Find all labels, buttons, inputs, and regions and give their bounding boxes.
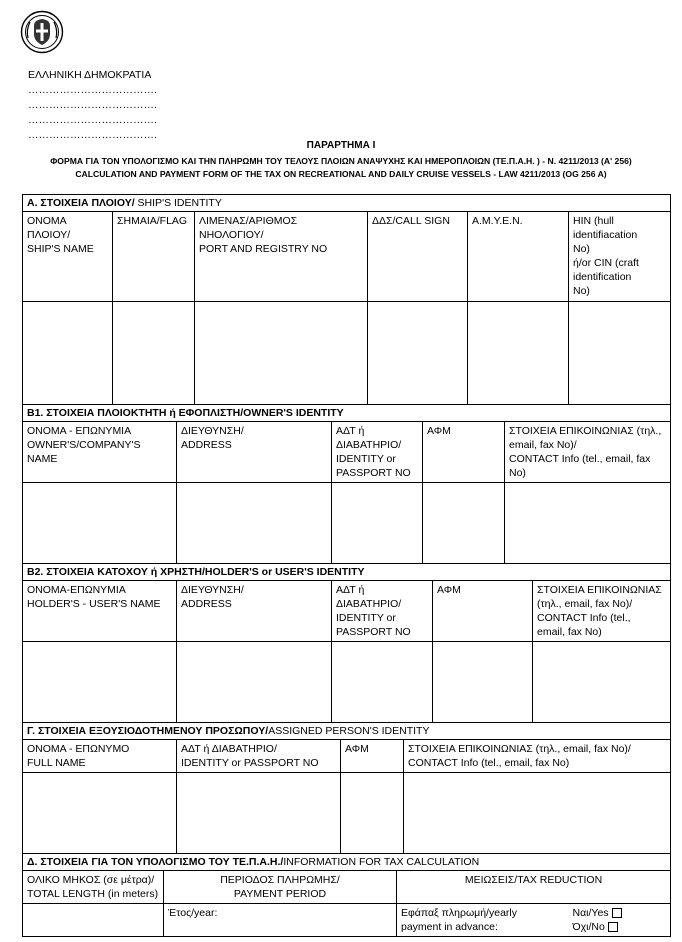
- holder-address-header: ΔΙΕΥΘΥΝΣΗ/ ADDRESS: [177, 581, 332, 642]
- assigned-id-header: ΑΔΤ ή ΔΙΑΒΑΤΗΡΙΟ/ IDENTITY or PASSPORT NO: [177, 740, 341, 773]
- assigned-id-field[interactable]: [177, 773, 341, 854]
- holder-contact-field[interactable]: [533, 642, 671, 723]
- tax-reduction-header: ΜΕΙΩΣΕΙΣ/TAX REDUCTION: [397, 871, 671, 904]
- dotted-line: ……………………………….: [28, 84, 157, 96]
- call-sign-header: ΔΔΣ/CALL SIGN: [368, 212, 468, 302]
- form-title: [0, 155, 682, 180]
- call-sign-field[interactable]: [368, 302, 468, 405]
- flag-field[interactable]: [113, 302, 195, 405]
- section-d-tax-calculation: [22, 853, 671, 937]
- section-c-title: Γ. ΣΤΟΙΧΕΙΑ ΕΞΟΥΣΙΟΔΟΤΗΜΕΝΟΥ ΠΡΟΣΩΠΟΥ/ASSIGNED PERSON'S IDENTITY: [23, 723, 671, 740]
- form-title-english: CALCULATION AND PAYMENT FORM OF THE TAX ON RECREATIONAL AND DAILY CRUISE VESSELS - LAW 4211/2013 (OG 256 A): [75, 168, 607, 179]
- section-b1-title: Β1. ΣΤΟΙΧΕΙΑ ΠΛΟΙΟΚΤΗΤΗ ή ΕΦΟΠΛΙΣΤΗ/OWNER'S IDENTITY: [23, 405, 671, 422]
- section-b2-title: Β2. ΣΤΟΙΧΕΙΑ ΚΑΤΟΧΟΥ ή ΧΡΗΣΤΗ/HOLDER'S or USER'S IDENTITY: [23, 564, 671, 581]
- section-b1-owner-identity: [22, 404, 671, 564]
- holder-id-header: ΑΔΤ ή ΔΙΑΒΑΤΗΡΙΟ/ IDENTITY or PASSPORT NO: [332, 581, 433, 642]
- holder-name-field[interactable]: [23, 642, 177, 723]
- assigned-name-header: ΟΝΟΜΑ - ΕΠΩΝΥΜΟ FULL NAME: [23, 740, 177, 773]
- dotted-line: ……………………………….: [28, 114, 157, 126]
- greek-coat-of-arms-icon: [20, 10, 64, 54]
- port-registry-header: ΛΙΜΕΝΑΣ/ΑΡΙΘΜΟΣ ΝΗΟΛΟΓΙΟΥ/ PORT AND REGISTRY NO: [195, 212, 368, 302]
- port-registry-field[interactable]: [195, 302, 368, 405]
- owner-address-field[interactable]: [177, 483, 332, 564]
- yes-checkbox[interactable]: [612, 908, 622, 918]
- year-field[interactable]: Έτος/year:: [164, 904, 397, 937]
- holder-afm-field[interactable]: [433, 642, 533, 723]
- no-option[interactable]: Όχι/No: [573, 920, 667, 934]
- lump-sum-label: Εφάπαξ πληρωμή/yearly payment in advance:: [397, 904, 569, 937]
- form-grid: [22, 194, 670, 937]
- owner-name-header: ΟΝΟΜΑ - ΕΠΩΝΥΜΙΑ OWNER'S/COMPANY'S NAME: [23, 422, 177, 483]
- holder-address-field[interactable]: [177, 642, 332, 723]
- flag-header: ΣΗΜΑΙΑ/FLAG: [113, 212, 195, 302]
- assigned-contact-header: ΣΤΟΙΧΕΙΑ ΕΠΙΚΟΙΝΩΝΙΑΣ (τηλ., email, fax No)/ CONTACT Info (tel., email, fax No): [404, 740, 671, 773]
- assigned-name-field[interactable]: [23, 773, 177, 854]
- section-d-title: Δ. ΣΤΟΙΧΕΙΑ ΓΙΑ ΤΟΝ ΥΠΟΛΟΓΙΣΜΟ ΤΟΥ ΤΕ.Π.Α.Η./INFORMATION FOR TAX CALCULATION: [23, 854, 671, 871]
- assigned-contact-field[interactable]: [404, 773, 671, 854]
- issuer-block: [28, 68, 157, 143]
- owner-address-header: ΔΙΕΥΘΥΝΣΗ/ ADDRESS: [177, 422, 332, 483]
- no-checkbox[interactable]: [608, 922, 618, 932]
- owner-contact-field[interactable]: [505, 483, 671, 564]
- amyen-field[interactable]: [468, 302, 569, 405]
- yes-option[interactable]: Ναι/Yes: [573, 906, 667, 920]
- owner-afm-field[interactable]: [423, 483, 505, 564]
- holder-contact-header: ΣΤΟΙΧΕΙΑ ΕΠΙΚΟΙΝΩΝΙΑΣ (τηλ., email, fax No)/ CONTACT Info (tel., email, fax No): [533, 581, 671, 642]
- amyen-header: Α.Μ.Υ.Ε.Ν.: [468, 212, 569, 302]
- holder-afm-header: ΑΦΜ: [433, 581, 533, 642]
- lump-sum-options: [569, 904, 671, 937]
- owner-contact-header: ΣΤΟΙΧΕΙΑ ΕΠΙΚΟΙΝΩΝΙΑΣ (τηλ., email, fax No)/ CONTACT Info (tel., email, fax No): [505, 422, 671, 483]
- hin-cin-field[interactable]: [569, 302, 671, 405]
- dotted-line: ……………………………….: [28, 129, 157, 141]
- owner-id-field[interactable]: [332, 483, 423, 564]
- owner-name-field[interactable]: [23, 483, 177, 564]
- ship-name-field[interactable]: [23, 302, 113, 405]
- republic-label: ΕΛΛΗΝΙΚΗ ΔΗΜΟΚΡΑΤΙΑ: [28, 69, 152, 81]
- dotted-line: ……………………………….: [28, 99, 157, 111]
- form-title-greek: ΦΟΡΜΑ ΓΙΑ ΤΟΝ ΥΠΟΛΟΓΙΣΜΟ ΚΑΙ ΤΗΝ ΠΛΗΡΩΜΗ ΤΟΥ ΤΕΛΟΥΣ ΠΛΟΙΩΝ ΑΝΑΨΥΧΗΣ ΚΑΙ ΗΜΕΡΟΠΛΟΙΩΝ (ΤΕ.Π.Α.Η. ) - Ν. 4211/2013 (Α' 256): [50, 156, 632, 166]
- holder-id-field[interactable]: [332, 642, 433, 723]
- owner-afm-header: ΑΦΜ: [423, 422, 505, 483]
- owner-id-header: ΑΔΤ ή ΔΙΑΒΑΤΗΡΙΟ/ IDENTITY or PASSPORT NO: [332, 422, 423, 483]
- section-a-ship-identity: [22, 194, 671, 405]
- total-length-field[interactable]: [23, 904, 164, 937]
- section-a-title: Α. ΣΤΟΙΧΕΙΑ ΠΛΟΙΟΥ/ SHIP'S IDENTITY: [23, 195, 671, 212]
- total-length-header: ΟΛΙΚΟ ΜΗΚΟΣ (σε μέτρα)/ TOTAL LENGTH (in meters): [23, 871, 164, 904]
- section-c-assigned-person: [22, 722, 671, 854]
- hin-cin-header: HIN (hull identifiacation No) ή/or CIN (craft identification No): [569, 212, 671, 302]
- payment-period-header: ΠΕΡΙΟΔΟΣ ΠΛΗΡΩΜΗΣ/ PAYMENT PERIOD: [164, 871, 397, 904]
- annex-title: ΠΑΡΑΡΤΗΜΑ Ι: [306, 140, 376, 151]
- ship-name-header: ΟΝΟΜΑ ΠΛΟΙΟΥ/ SHIP'S NAME: [23, 212, 113, 302]
- assigned-afm-field[interactable]: [341, 773, 404, 854]
- assigned-afm-header: ΑΦΜ: [341, 740, 404, 773]
- holder-name-header: ΟΝΟΜΑ-ΕΠΩΝΥΜΙΑ HOLDER'S - USER'S NAME: [23, 581, 177, 642]
- section-b2-holder-identity: [22, 563, 671, 723]
